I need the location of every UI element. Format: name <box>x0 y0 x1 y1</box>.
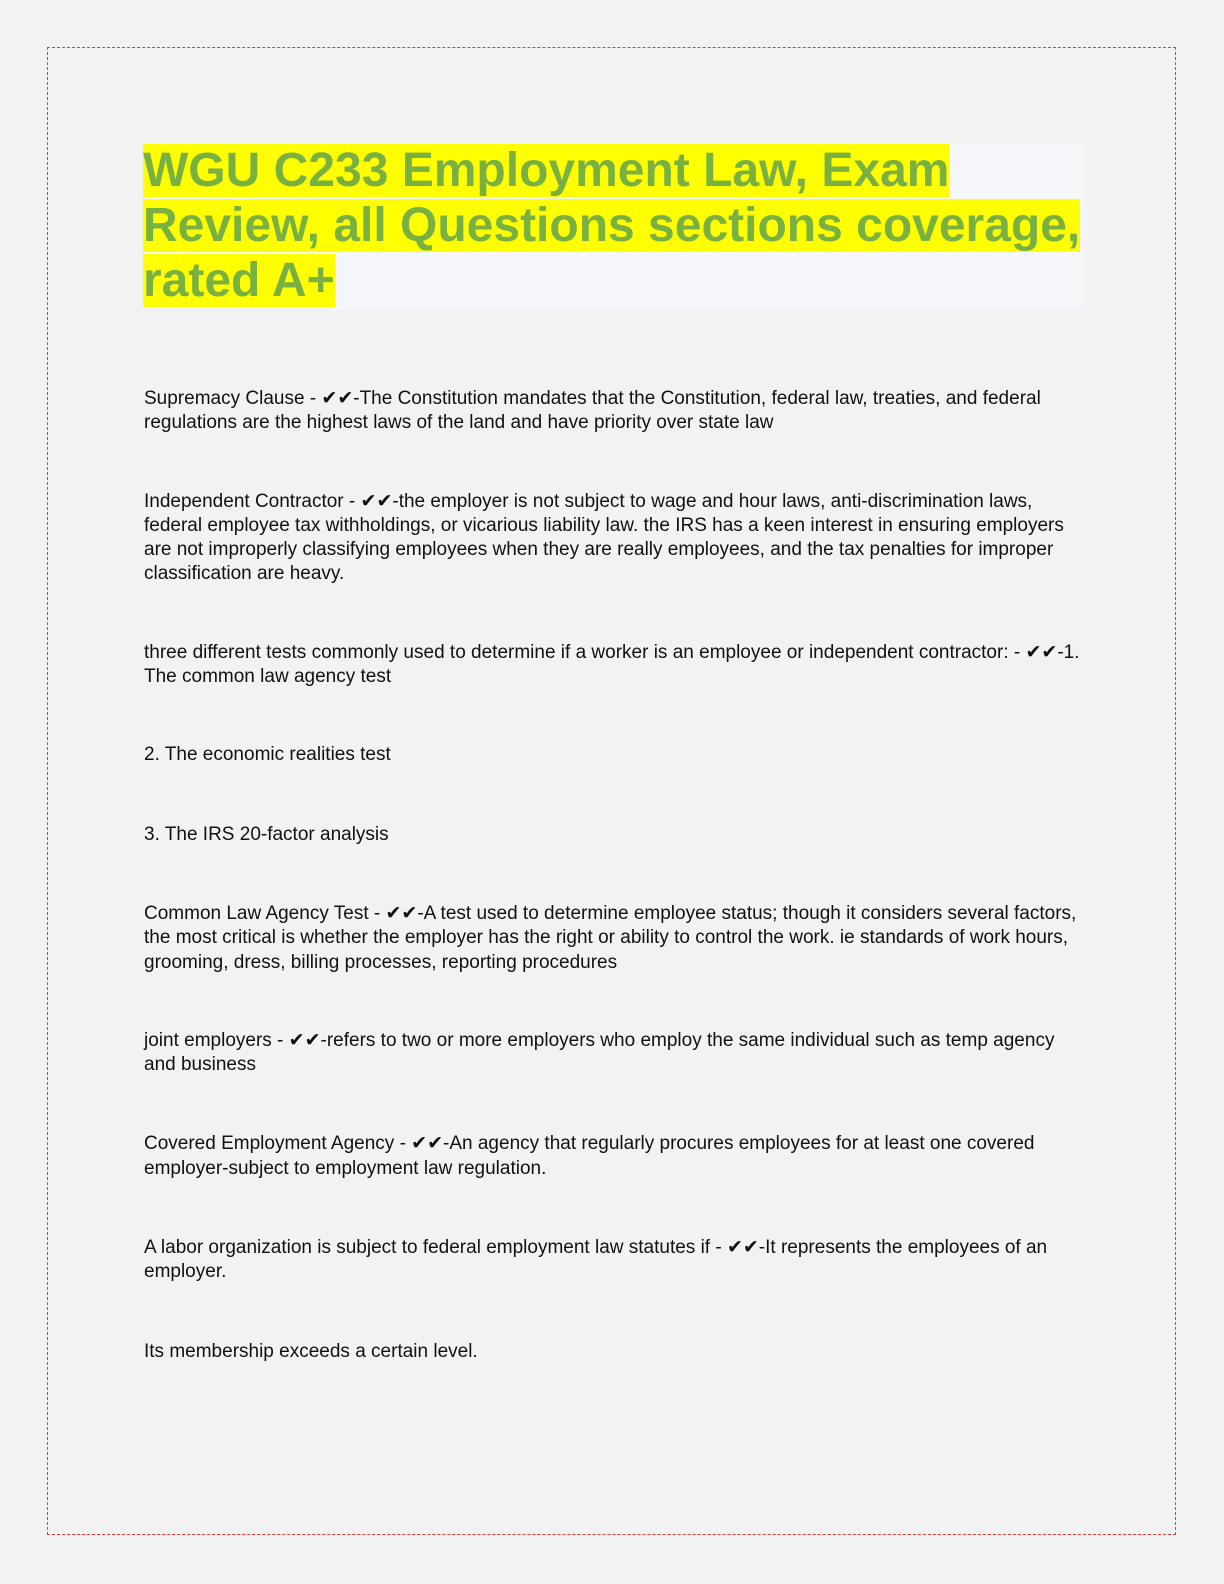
entry-three-tests: three different tests commonly used to determine if a worker is an employee or independent contractor: - ✔✔-1. The common law agency test <box>144 641 1085 688</box>
entry-labor-organization: A labor organization is subject to federal employment law statutes if - ✔✔-It represents the employees of an employer. <box>144 1237 1053 1283</box>
document-title-text: WGU C233 Employment Law, Exam Review, all Questions sections coverage, rated A+ <box>143 144 1081 307</box>
document-title <box>143 143 1083 308</box>
title-block <box>143 143 1083 309</box>
entry-supremacy-clause: Supremacy Clause - ✔✔-The Constitution mandates that the Constitution, federal law, treaties, and federal regulations are the highest laws of the land and have priority over state law <box>144 388 1047 434</box>
entry-membership-level: Its membership exceeds a certain level. <box>144 1340 478 1362</box>
entry-common-law-agency-test: Common Law Agency Test - ✔✔-A test used to determine employee status; though it considers several factors, the most critical is whether the employer has the right or ability to control the work. ie standards of work hours, grooming, dress, billing processes, reporting procedures <box>144 902 1082 973</box>
entry-independent-contractor: Independent Contractor - ✔✔-the employer is not subject to wage and hour laws, anti-discrimination laws, federal employee tax withholdings, or vicarious liability law. the IRS has a keen interest in ensuring employers are not improperly classifying employees when they are really employees, and the tax penalties for improper classification are heavy. <box>144 490 1070 585</box>
entry-joint-employers: joint employers - ✔✔-refers to two or more employers who employ the same individual such as temp agency and business <box>144 1029 1060 1076</box>
document-body <box>144 387 1084 1364</box>
entry-covered-employment-agency: Covered Employment Agency - ✔✔-An agency that regularly procures employees for at least one covered employer-subject to employment law regulation. <box>144 1133 1040 1179</box>
entry-economic-realities: 2. The economic realities test <box>144 744 391 766</box>
entry-irs-20-factor: 3. The IRS 20-factor analysis <box>144 823 389 845</box>
